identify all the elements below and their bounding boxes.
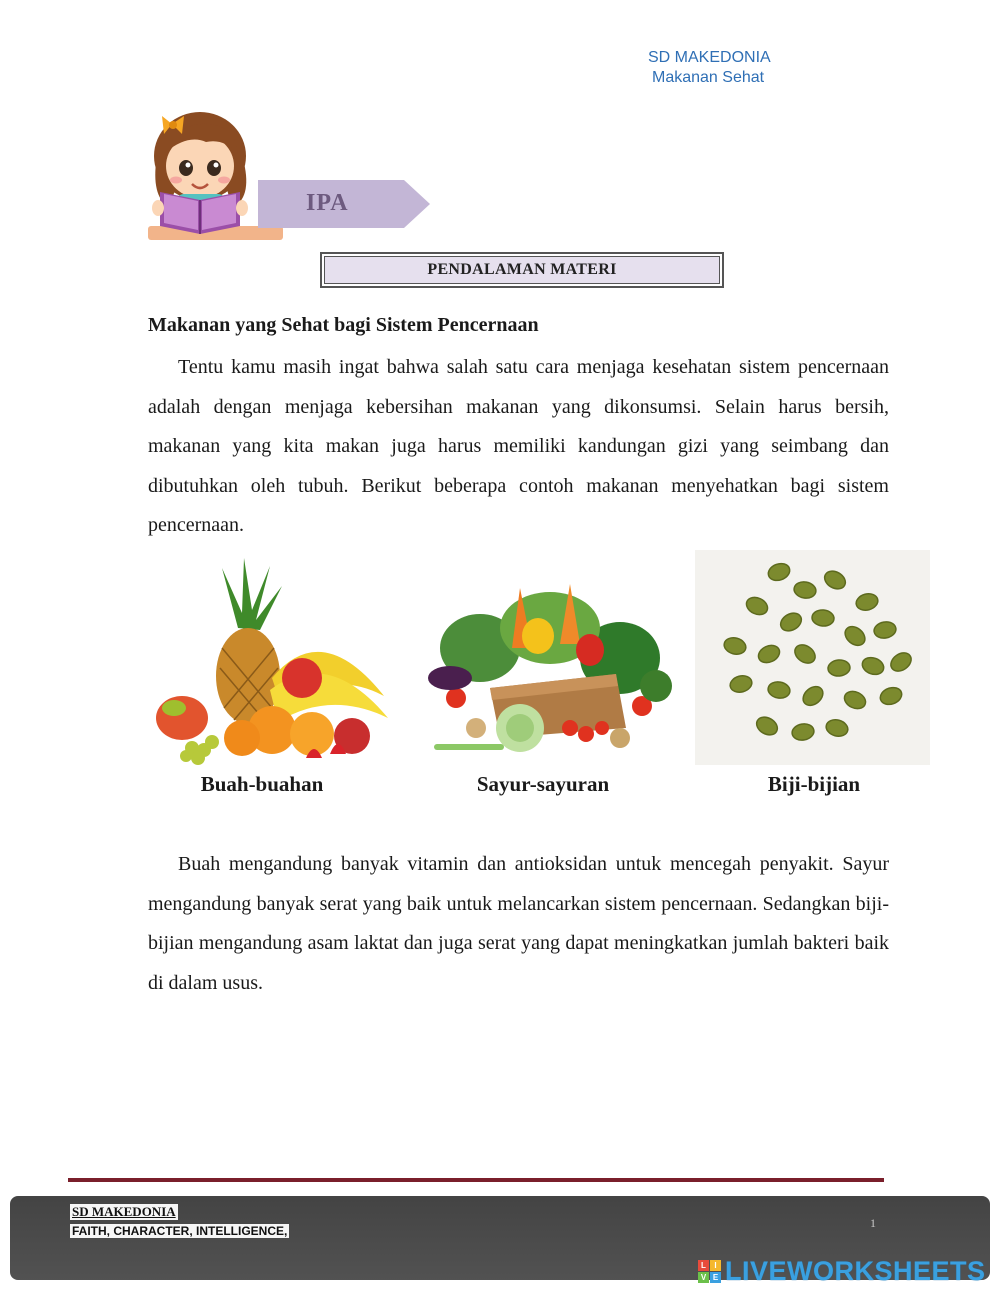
footer-school-name: SD MAKEDONIA xyxy=(72,1204,176,1219)
liveworksheets-squares-icon: L I V E xyxy=(698,1260,721,1283)
liveworksheets-logo[interactable] xyxy=(698,1256,986,1287)
header-school-block xyxy=(648,48,771,88)
content-title: Makanan yang Sehat bagi Sistem Pencernaan xyxy=(148,314,539,336)
page-number: 1 xyxy=(870,1216,876,1230)
header-subject: Makanan Sehat xyxy=(652,69,765,86)
footer-divider xyxy=(68,1178,884,1182)
section-heading-box xyxy=(320,252,724,288)
caption-vegetables: Sayur-sayuran xyxy=(476,772,610,796)
header-school-name: SD MAKEDONIA xyxy=(648,49,771,66)
explanation-paragraph: Buah mengandung banyak vitamin dan antioksidan untuk mencegah penyakit. Sayur mengandung banyak serat yang baik untuk melancarkan sistem pencernaan. Sedangkan biji-bijian mengandung asam laktat dan juga serat yang dapat meningkatkan jumlah bakteri baik di dalam usus. xyxy=(148,853,889,994)
fruits-image xyxy=(152,558,394,766)
footer-motto: FAITH, CHARACTER, INTELLIGENCE, xyxy=(72,1224,288,1238)
section-heading-label: PENDALAMAN MATERI xyxy=(324,256,720,284)
intro-paragraph: Tentu kamu masih ingat bahwa salah satu cara menjaga kesehatan sistem pencernaan adalah dengan menjaga kebersihan makanan yang dikonsumsi. Selain harus bersih, makanan yang kita makan juga harus memiliki kandungan gizi yang seimbang dan dibutuhkan oleh tubuh. Berikut beberapa contoh makanan menyehatkan bagi sistem pencernaan. xyxy=(148,356,889,536)
caption-fruits: Buah-buahan xyxy=(200,772,324,796)
subject-label: IPA xyxy=(306,190,349,216)
liveworksheets-text: LIVEWORKSHEETS xyxy=(725,1256,986,1286)
beans-image xyxy=(695,550,930,765)
vegetables-image xyxy=(420,578,682,758)
caption-beans: Biji-bijian xyxy=(767,772,861,796)
